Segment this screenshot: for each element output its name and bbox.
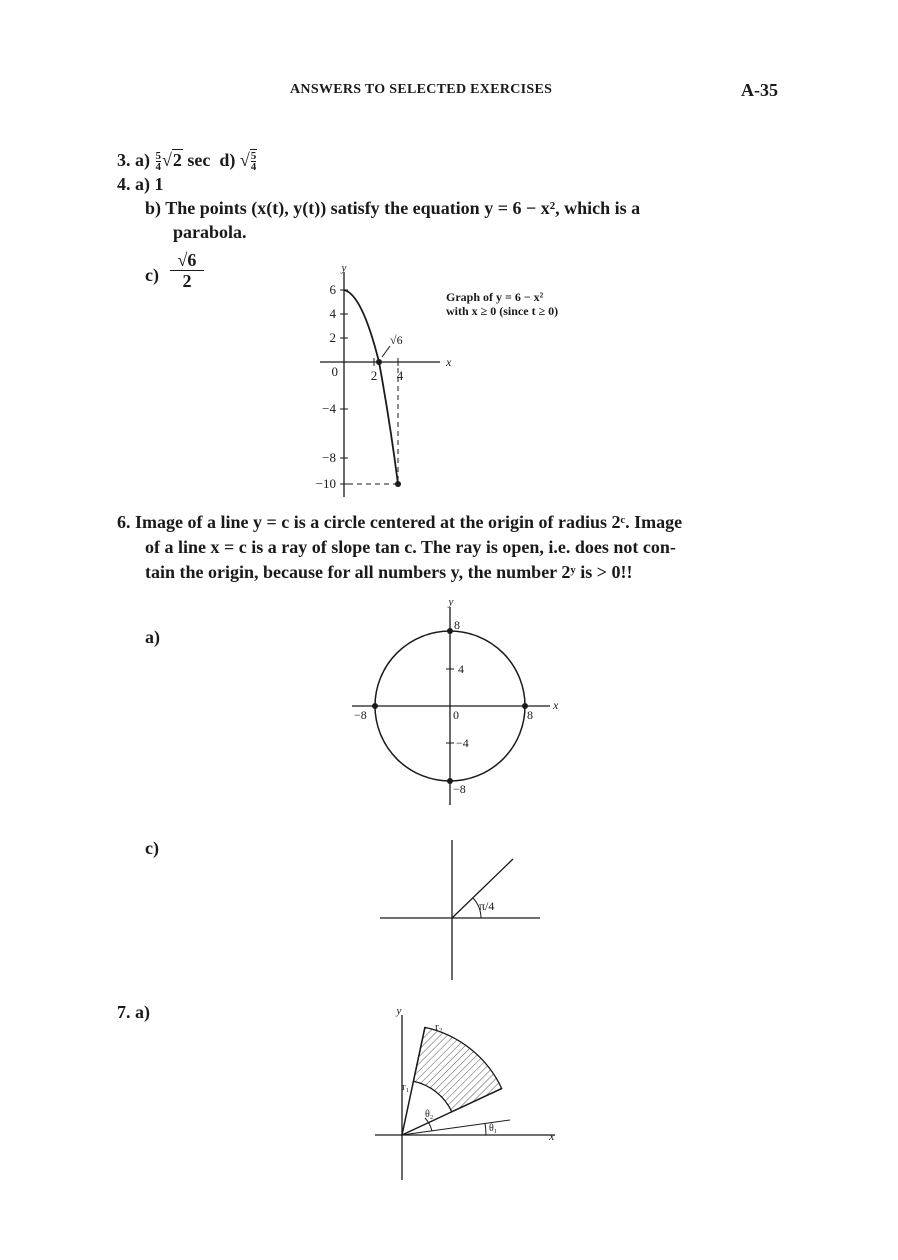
y-tick-label: 4 <box>329 306 336 321</box>
x-axis-label: x <box>446 355 452 369</box>
unit: sec <box>187 150 211 170</box>
theta2-label: θ₂ <box>425 1109 434 1120</box>
y-tick-label: −10 <box>315 476 336 491</box>
running-header: ANSWERS TO SELECTED EXERCISES <box>290 82 553 97</box>
part-label: a) <box>135 174 150 194</box>
angle-label: π/4 <box>479 899 495 913</box>
answer-value: 1 <box>154 174 164 194</box>
x-axis-label: x <box>553 698 559 712</box>
theta1-label: θ₁ <box>489 1123 498 1134</box>
part-label: d) <box>219 150 236 170</box>
y-tick-label: 0 <box>331 364 338 379</box>
exercise-4c <box>145 265 159 286</box>
y-tick-label: 2 <box>329 330 336 345</box>
exercise-number: 3. <box>117 150 131 170</box>
fraction-sqrt6-over-2: √6 2 <box>170 250 204 291</box>
radicand: 2 <box>172 150 182 170</box>
x-tick-label: 4 <box>396 368 404 383</box>
exercise-4b <box>145 198 640 219</box>
exercise-number: 4. <box>117 174 131 194</box>
part-label: a) <box>135 150 150 170</box>
r1-label: r₁ <box>402 1081 410 1093</box>
tick-label: 8 <box>454 618 460 632</box>
end-point <box>395 481 401 487</box>
answer-text: Image of a line y = c is a circle centered at the origin of radius 2ᶜ. Image <box>135 512 683 532</box>
y-axis-label: y <box>448 596 454 608</box>
page-number: A-35 <box>741 80 778 100</box>
x-tick-label: 2 <box>370 368 378 383</box>
ray-graph <box>375 835 545 985</box>
part-label: c) <box>145 838 159 858</box>
y-axis-label: y <box>396 1005 402 1017</box>
fraction: $\frac{5}{4}$ <box>155 150 161 174</box>
tick-label: 8 <box>527 708 533 722</box>
r2-label: r₂ <box>435 1021 443 1033</box>
root-point <box>376 359 382 365</box>
parabola-curve <box>344 290 398 484</box>
y-axis-label: y <box>341 262 347 274</box>
tick-label: −8 <box>354 708 367 722</box>
exercise-4a <box>117 174 164 195</box>
part-label: b) <box>145 198 162 218</box>
part-label: a) <box>135 1002 150 1022</box>
hatched-region <box>413 1027 501 1111</box>
exercise-6-line3: tain the origin, because for all numbers y, the number 2ʸ is > 0!! <box>145 562 633 582</box>
exercise-6-line1 <box>117 512 682 533</box>
exercise-number: 6. <box>117 512 131 532</box>
y-tick-label: −8 <box>322 450 336 465</box>
exercise-6-line2: of a line x = c is a ray of slope tan c. The ray is open, i.e. does not con- <box>145 537 676 557</box>
exercise-number: 7. <box>117 1002 131 1022</box>
tick-label: −8 <box>453 782 466 796</box>
tick-label: 0 <box>453 708 459 722</box>
y-tick-label: −4 <box>322 401 336 416</box>
tick-label: −4 <box>456 736 469 750</box>
answer-text-continued: parabola. <box>173 222 247 242</box>
radicand: $\frac{5}{4}$ <box>250 150 257 174</box>
parabola-graph <box>300 262 470 502</box>
part-label: c) <box>145 265 159 285</box>
sector-graph <box>355 1000 575 1185</box>
circle-graph <box>340 595 570 820</box>
part-label: a) <box>145 627 160 647</box>
y-tick-label: 6 <box>329 282 336 297</box>
root-label: √6 <box>390 333 403 347</box>
answer-text: The points (x(t), y(t)) satisfy the equation y = 6 − x², which is a <box>165 198 641 218</box>
exercise-7 <box>117 1002 150 1023</box>
tick-label: 4 <box>458 662 464 676</box>
graph-caption: Graph of y = 6 − x² with x ≥ 0 (since t ≥ 0) <box>446 290 559 318</box>
x-axis-label: x <box>549 1129 555 1143</box>
exercise-3: 3. a) $\frac{5}{4}$ √2 sec d) √ $\frac{5}{4}$ <box>117 150 257 174</box>
